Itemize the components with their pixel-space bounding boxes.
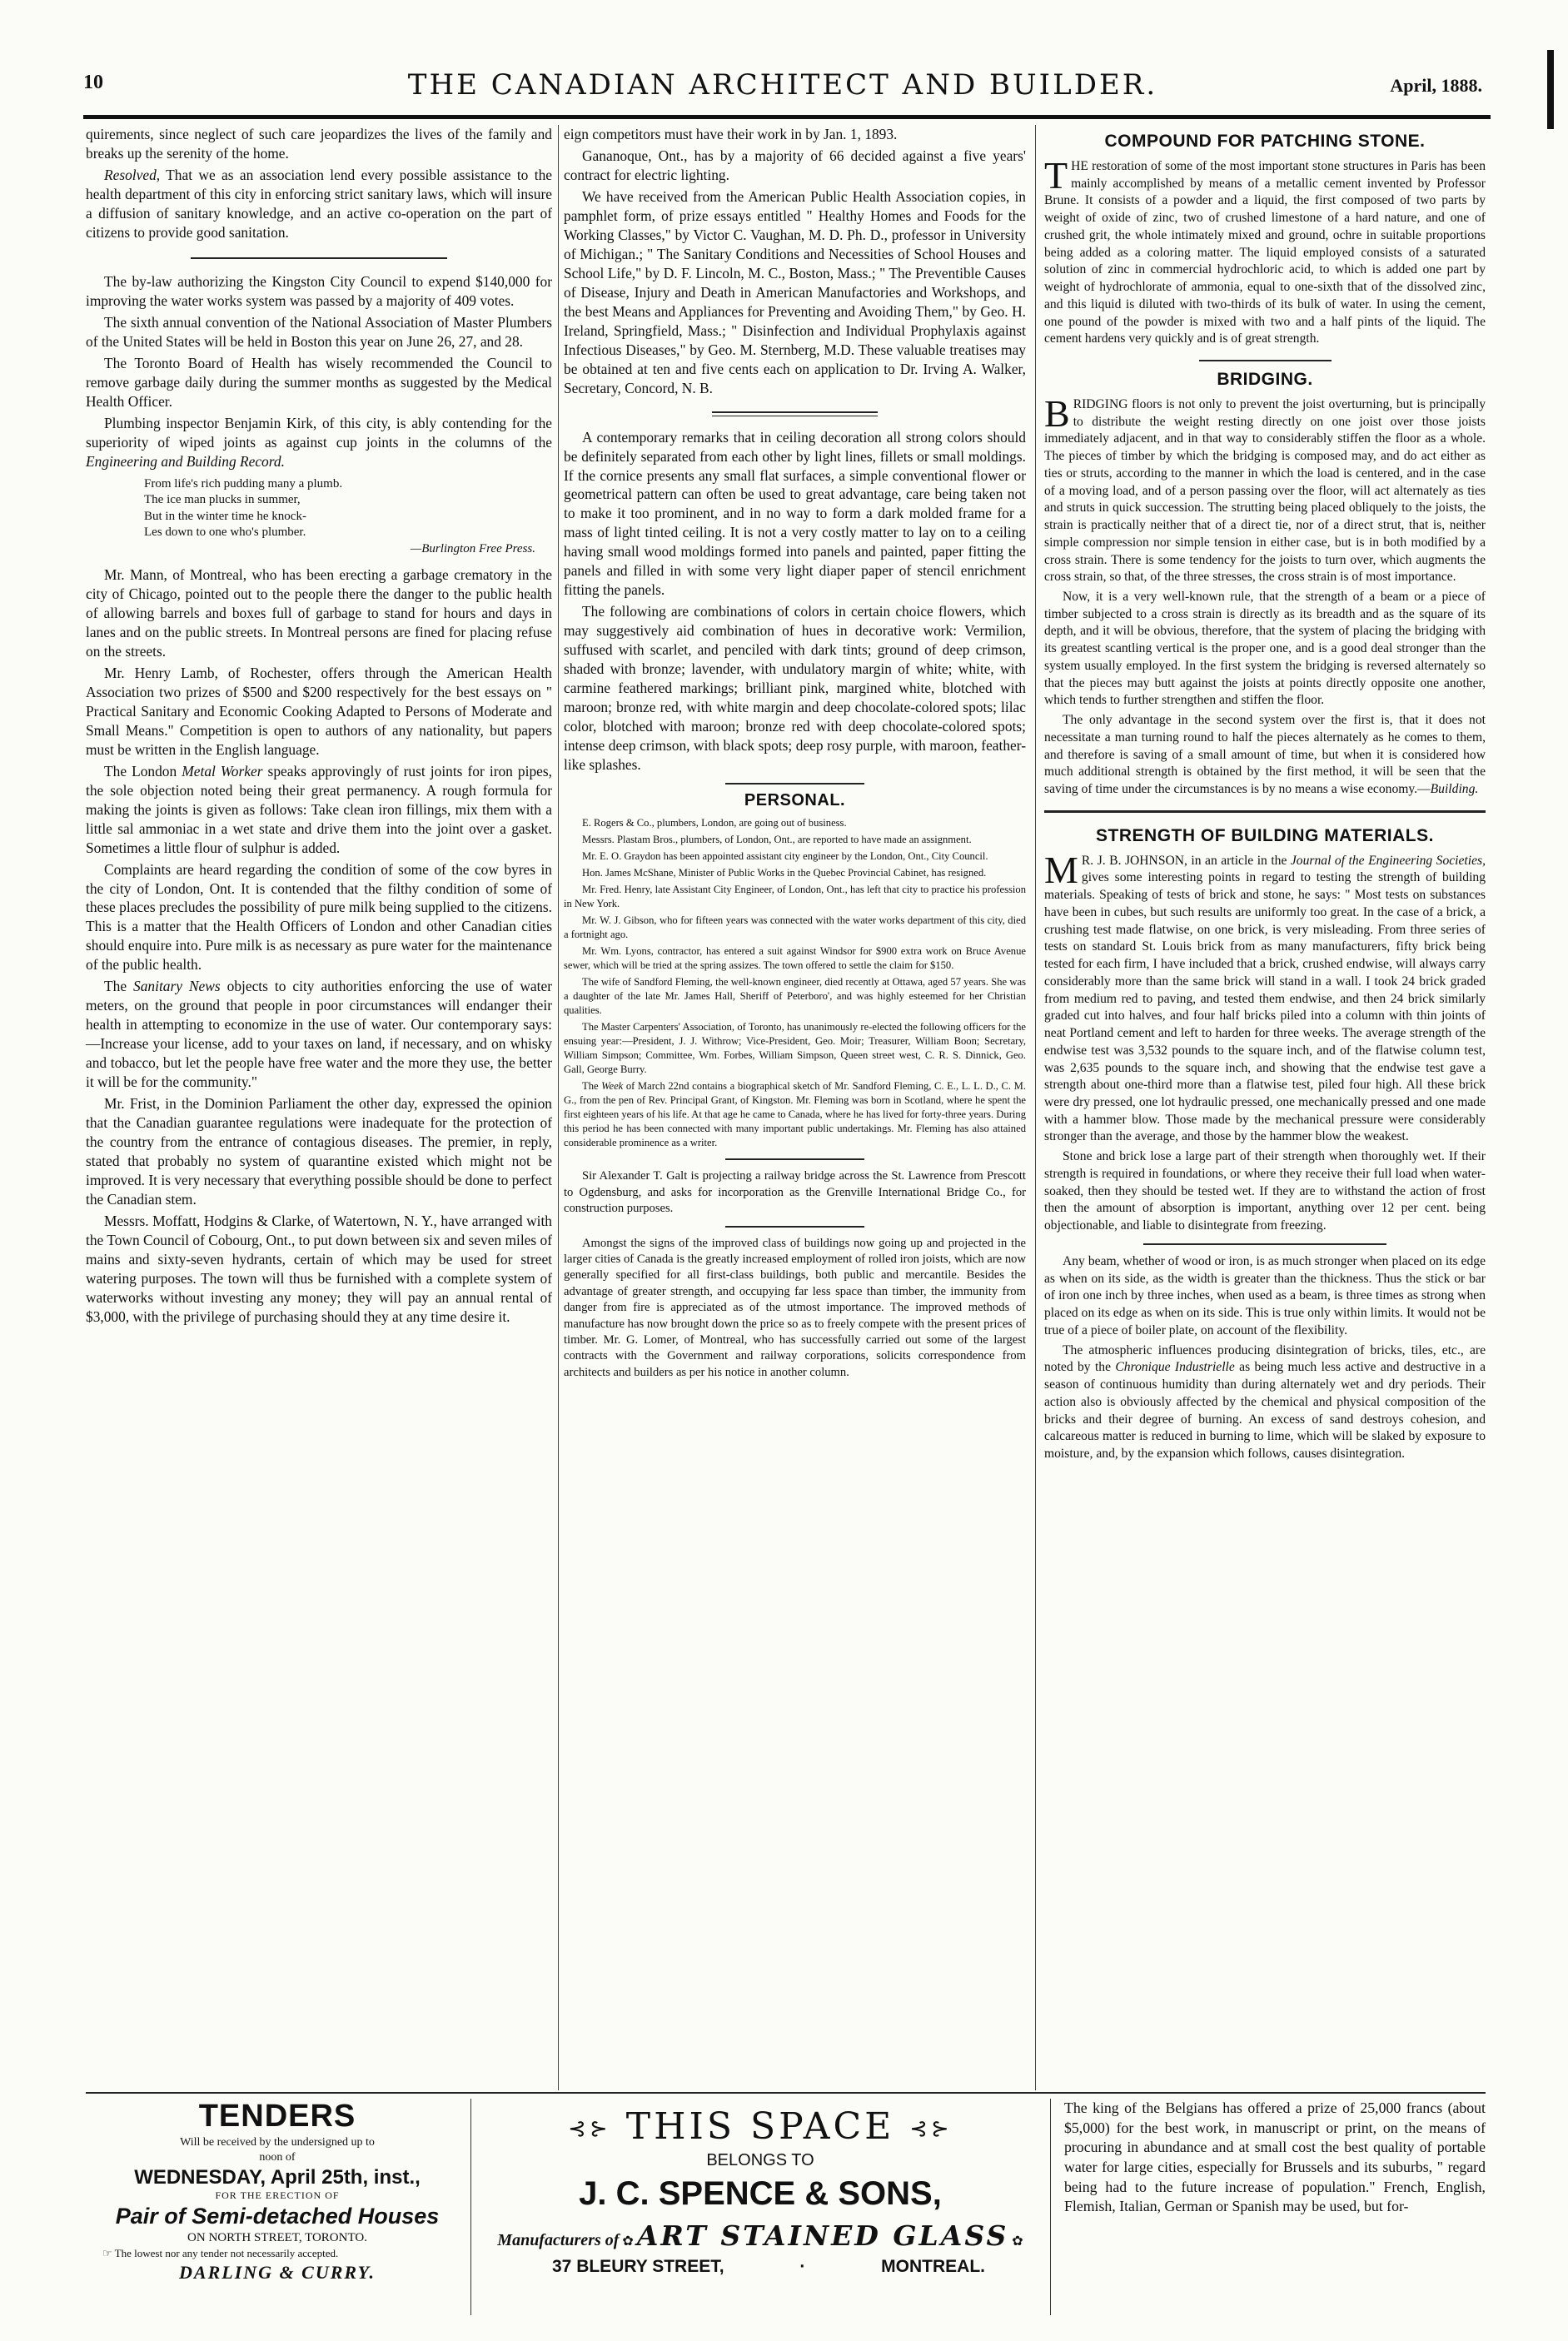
paragraph: Mr. Frist, in the Dominion Parliament the other day, expressed the opinion that the Canadian guarantee regulations were inadequate for the protection of the country from the entrance of contagious diseases. The premier, in reply, stated that probably no system of quarantine existed which might not be improved. It is very necessary that everything possible should be done to perfect the Canadian stem. bbox=[86, 1095, 552, 1208]
column-divider bbox=[1035, 125, 1036, 2090]
paragraph: The London Metal Worker speaks approvingly of rust joints for iron pipes, the sole objection noted being their great permanency. A rough formula for making the joints is given as follows: Take clean iron fillings, mix them with a little sal ammoniac in a wet state and drive them into the joint over a gasket. Sometimes a little flour of sulphur is added. bbox=[86, 762, 552, 856]
paragraph: THE restoration of some of the most important stone structures in Paris has been mainly accomplished by means of a metallic cement invented by Professor Brune. It consists of a powder and a liquid, the first composed of two parts by weight of oxide of zinc, two of crushed limestone of a hard nature, and one of crushed grit, the whole intimately mixed and ground, ochre in suitable proportions being added as a coloring matter. The liquid employed consists of a saturated solution of zinc in commercial hydrochloric acid, to which is added one part by weight of hydrochlorate of ammonia, equal to one-sixth that of the dissolved zinc, and this liquid is diluted with two-thirds of its bulk of water. In using the cement, one pound of the powder is mixed with two and a half pints of the liquid. The cement hardens very quickly and is of great strength. bbox=[1044, 153, 1486, 346]
column-3 bbox=[1044, 125, 1486, 1466]
personal-item: E. Rogers & Co., plumbers, London, are going out of business. bbox=[582, 817, 847, 829]
personal-item: Messrs. Plastam Bros., plumbers, of London, Ont., are reported to have made an assignment. bbox=[582, 834, 972, 846]
drop-cap: T bbox=[1044, 153, 1068, 197]
paragraph: BRIDGING floors is not only to prevent the joist overturning, but is principally to distribute the weight resting directly on one joist over those joists immediately adjacent, and in that way to considerably stiffen the floor as a whole. The pieces of timber by which the bridging is composed may, and do act either as ties or struts, according to the manner in which the load is centered, and in the case of a moving load, and of a person passing over the floor, will act alternately as ties and struts in quick succession. The strutting being placed obliquely to the joists, the strain is practically neither that of a direct tie, nor of a direct strut, that is, neither simple compression nor simple tension in either case, but is in both modified by a cross strain. There is some tendency for the joists to turn over, which augments the cross strain, so that, of the three stresses, the cross strain is of most importance. bbox=[1044, 391, 1486, 585]
spence-product-line: Manufacturers of ✿ ART STAINED GLASS ✿ bbox=[497, 2219, 1023, 2252]
issue-date: April, 1888. bbox=[1390, 75, 1482, 96]
tenders-subject: Pair of Semi-detached Houses bbox=[115, 2204, 440, 2229]
tenders-note: ☞ The lowest nor any tender not necessarily accepted. bbox=[102, 2247, 339, 2259]
tenders-title: TENDERS bbox=[198, 2099, 356, 2134]
tenders-text: noon of bbox=[259, 2151, 296, 2164]
advertisements bbox=[86, 2099, 1486, 2324]
ornament-left-icon: ⊰⊱ bbox=[568, 2116, 611, 2142]
personal-list bbox=[564, 816, 1026, 1150]
paragraph: The atmospheric influences producing disintegration of bricks, tiles, etc., are noted by the Chronique Industrielle as being much less active and destructive in a season of continuous humidity than during alternately wet and dry periods. Their action also is obviously affected by the chemical and physical composition of the bricks and their degree of burning. An excess of sand destroys cohesion, and calcareous matter is reduced in burning to lime, which will be slaked by exposure to moisture, and, by the expansion which follows, causes disintegration. bbox=[1044, 1342, 1486, 1461]
paragraph: The following are combinations of colors in certain choice flowers, which may suggestively aid combination of hues in decorative work: Vermilion, suffused with scarlet, and penciled with dark tints; ground of deep crimson, shaded with bronze; lavender, with undulatory margin of white; white, with carmine feathered markings; brilliant pink, margined white, blotched with maroon; bronze red, with white margin and deep chocolate-colored spots; lilac color, blotched with maroon; bronze red with deep chocolate-colored spots; intense deep crimson, with black spots; deep rosy purple, with maroon, feather-like splashes. bbox=[564, 603, 1026, 774]
paragraph: We have received from the American Public Health Association copies, in pamphlet form, of prize essays entitled " Healthy Homes and Foods for the Working Classes," by Victor C. Vaughan, M. D. Ph. D., professor in University of Michigan.; " The Sanitary Conditions and Necessities of School Houses and School Life," by D. F. Lincoln, M. C., Boston, Mass.; " The Preventible Causes of Disease, Injury and Death in American Manufactories and Workshops, and the best Means and Appliances for Preventing and Avoiding Them," by Geo. H. Ireland, Springfield, Mass.; " Disinfection and Individual Prophylaxis against Infectious Diseases," by Geo. M. Sternberg, M.D. These valuable treatises may be obtained at ten and five cents each on application to Dr. Irving A. Walker, Secretary, Concord, N. B. bbox=[564, 187, 1026, 396]
tenders-ad bbox=[86, 2099, 469, 2315]
paragraph: Mr. Mann, of Montreal, who has been erecting a garbage crematory in the city of Chicago, pointed out to the people there the danger to the public health of allowing barrels and boxes full of garbage to stand for hours and days in lanes and on the public streets. In Montreal persons are fined for placing refuse on the streets. bbox=[86, 566, 552, 660]
paragraph: Sir Alexander T. Galt is projecting a railway bridge across the St. Lawrence from Prescott to Ogdensburg, and asks for incorporation as the Grenville International Bridge Co., for construction purposes. bbox=[564, 1169, 1026, 1216]
paragraph: Mr. Henry Lamb, of Rochester, offers through the American Health Association two prizes of $500 and $200 respectively for the best essays on " Practical Sanitary and Economic Cooking Adapted to Persons of Moderate and Small Means." Competition is open to authors of any nationality, but papers must be written in the English language. bbox=[86, 664, 552, 758]
separator bbox=[191, 257, 447, 259]
pointing-hand-icon: ☞ bbox=[102, 2247, 115, 2259]
page-header bbox=[83, 67, 1482, 115]
separator bbox=[1143, 1243, 1386, 1245]
section-heading: PERSONAL. bbox=[744, 791, 846, 809]
poem-line: Les down to one who's plumber. bbox=[144, 525, 306, 539]
section-heading: STRENGTH OF BUILDING MATERIALS. bbox=[1096, 825, 1434, 845]
ad-divider bbox=[1050, 2099, 1051, 2315]
paragraph: Complaints are heard regarding the condition of some of the cow byres in the city of London, Ont. It is contended that the filthy condition of some of these places precludes the possibility of pure milk being supplied to the citizens. This is a matter that the Health Officers of London and other Canadian cities should enquire into. Pure milk is as necessary as pure water for the maintenance of the public health. bbox=[86, 860, 552, 974]
tenders-signature: DARLING & CURRY. bbox=[179, 2262, 376, 2283]
personal-item: The wife of Sandford Fleming, the well-known engineer, died recently at Ottawa, aged 57 years. She was a daughter of the late Mr. James Hall, Sheriff of Peterboro', and was highly esteemed for her Christian qualities. bbox=[564, 976, 1026, 1017]
paragraph: Stone and brick lose a large part of their strength when thoroughly wet. If their strength is required in foundations, or where they receive their full load when water-soaked, then they should be tested wet. If they are to withstand the action of frost then the amount of absorption is important, anything over 12 per cent. being objectionable, and liable to disintegrate from freezing. bbox=[1044, 1149, 1486, 1233]
paragraph: Gananoque, Ont., has by a majority of 66 decided against a five years' contract for electric lighting. bbox=[564, 147, 1026, 183]
paragraph: Plumbing inspector Benjamin Kirk, of this city, is ably contending for the superiority of wiped joints as against cup joints in the columns of the Engineering and Building Record. bbox=[86, 414, 552, 470]
paragraph: The sixth annual convention of the National Association of Master Plumbers of the United States will be held in Boston this year on June 26, 27, and 28. bbox=[86, 313, 552, 350]
poem bbox=[144, 476, 552, 558]
paragraph: Messrs. Moffatt, Hodgins & Clarke, of Watertown, N. Y., have arranged with the Town Council of Cobourg, Ont., to put down between six and seven miles of mains and sixty-seven hydrants, certain of which may be used for street watering purposes. The town will thus be furnished with a complete system of waterworks without investing any money; they will pay an annual rental of $3,000, with the privilege of purchasing should they at any time desire it. bbox=[86, 1212, 552, 1325]
separator bbox=[1044, 810, 1486, 813]
spence-address: 37 BLEURY STREET, · MONTREAL. bbox=[552, 2257, 985, 2276]
drop-cap: B bbox=[1044, 391, 1070, 435]
ad-divider bbox=[470, 2099, 471, 2315]
personal-item: Hon. James McShane, Minister of Public Works in the Quebec Provincial Cabinet, has resigned. bbox=[582, 867, 987, 879]
flower-icon: ✿ bbox=[622, 2234, 634, 2249]
ornament-right-icon: ⊰⊱ bbox=[909, 2116, 953, 2142]
section-heading: BRIDGING. bbox=[1217, 370, 1313, 389]
paragraph: The by-law authorizing the Kingston City Council to expend $140,000 for improving the water works system was passed by a majority of 409 votes. bbox=[86, 272, 552, 309]
personal-item: Mr. Fred. Henry, late Assistant City Engineer, of London, Ont., has left that city to practice his profession in New York. bbox=[564, 884, 1026, 910]
spence-title: ⊰⊱ THIS SPACE ⊰⊱ bbox=[568, 2105, 953, 2148]
masthead: THE CANADIAN ARCHITECT AND BUILDER. bbox=[407, 68, 1158, 102]
page-number: 10 bbox=[83, 72, 103, 93]
column-2 bbox=[564, 125, 1026, 1383]
spence-firm: J. C. SPENCE & SONS, bbox=[579, 2175, 942, 2212]
flower-icon: ✿ bbox=[1012, 2234, 1023, 2249]
paragraph: The Sanitary News objects to city authorities enforcing the use of water meters, on the ground that people in poor circumstances will endanger their health in attempting to economize in the use of water. Our contemporary says:—Increase your license, add to your taxes on land, if necessary, and on whisky and tobacco, but let the people have free water and the more they use, the better it will be for the community." bbox=[86, 978, 552, 1091]
poem-credit: —Burlington Free Press. bbox=[410, 541, 535, 555]
paragraph: M R. J. B. JOHNSON, in an article in the Journal of the Engineering Societies, gives some interesting points in regard to testing the strength of building materials. Speaking of tests of brick and stone, he says: " Most tests on substances have been in cubes, but such results are uniformly too great. In the case of a brick, a crushing test made flatwise, on one brick, is very misleading. From three series of tests on standard St. Louis brick from as many manufacturers, fifty brick being tested for each firm, I have included that a brick, crushed endwise, will always carry considerably more than the same brick will stand in a wall. I took 24 brick graded from medium red to paving, and tested them endwise, and then 24 brick similarly graded cut into halves, and four half bricks piled into a column with thin joints of neat Portland cement and left to harden for three weeks. The average strength of the endwise test was 3,532 pounds to the square inch, and of the flatwise column test, was 2,635 pounds to the square inch, and showing that the endwise test gave a strength about one-third more than a flatwise test, piled four high. All these brick were dry pressed, one lot hydraulic pressed, one mechanically pressed and one made with a hammer blow. Those made by the mechanical pressure were considerably stronger than the average, and those by the hammer blow the weakest. bbox=[1044, 848, 1486, 1144]
separator bbox=[1199, 360, 1332, 361]
tenders-text: Will be received by the undersigned up to bbox=[180, 2136, 375, 2149]
separator bbox=[712, 411, 879, 416]
paragraph: Resolved, That we as an association lend every possible assistance to the health department of this city in enforcing strict sanitary laws, which will insure a diffusion of sanitary knowledge, and an active co-operation on the part of citizens to provide good sanitation. bbox=[86, 166, 552, 241]
paragraph: Now, it is a very well-known rule, that the strength of a beam or a piece of timber subjected to a cross strain is directly as its breadth and as the square of its depth, and it will be obvious, therefore, that the system of placing the bridging with its greatest scantling vertical is the proper one, and is a good deal stronger than the system usually employed. In the first system the bridging is reversed alternately so that the pieces may butt against the joists at points directly opposite one another, which tends to further strengthen and stiffen the floor. bbox=[1044, 590, 1486, 708]
page-edge-mark bbox=[1547, 50, 1554, 129]
header-rule bbox=[83, 115, 1491, 119]
separator bbox=[725, 783, 864, 784]
personal-item: Mr. Wm. Lyons, contractor, has entered a suit against Windsor for $900 extra work on Bruce Avenue sewer, which will be tried at the spring assizes. The town offered to settle the claim for $150. bbox=[564, 945, 1026, 972]
poem-line: But in the winter time he knock- bbox=[144, 509, 306, 523]
section-heading: COMPOUND FOR PATCHING STONE. bbox=[1104, 132, 1426, 151]
personal-item: The Week of March 22nd contains a biographical sketch of Mr. Sandford Fleming, C. E., L. L. D., C. M. G., from the pen of Rev. Principal Grant, of Kingston. Mr. Fleming was born in Scotland, where he spent the first eighteen years of his life. At that age he came to Canada, where he has lived for forty-three years. During this period he has been connected with many important public undertakings. Mr. Fleming has also attained considerable prominence as a writer. bbox=[564, 1080, 1026, 1149]
paragraph: A contemporary remarks that in ceiling decoration all strong colors should be definitely separated from each other by light lines, fillets or small moldings. If the cornice presents any small flat surfaces, a simple conventional flower or geometrical pattern can often be used to great advantage, care being taken not to make it too prominent, and in no way to form a dark molded frame for a mass of light tinted ceiling. It is not a very costly matter to lay on to a ceiling having small wood moldings formed into panels and painted, paper fitting the panels and filled in with some very light diaper paper of stencil enrichment fitting the panels. bbox=[564, 428, 1026, 599]
personal-item: Mr. E. O. Graydon has been appointed assistant city engineer by the London, Ont., City Council. bbox=[582, 850, 988, 863]
tenders-text: FOR THE ERECTION OF bbox=[215, 2189, 340, 2201]
paragraph: The only advantage in the second system over the first is, that it does not necessitate a man turning round to half the pieces alternately as he comes to them, and therefore is saving of a small amount of time, but when it is considered how much additional strength is obtained by the first method, it will be seen that the saving of time under the circumstances is by no means a wise economy.—Building. bbox=[1044, 713, 1486, 797]
personal-item: Mr. W. J. Gibson, who for fifteen years was connected with the water works department of this city, died a fortnight ago. bbox=[564, 914, 1026, 941]
paragraph: The Toronto Board of Health has wisely recommended the Council to remove garbage daily during the summer months as suggested by the Medical Health Officer. bbox=[86, 354, 552, 410]
separator bbox=[725, 1158, 864, 1160]
poem-line: The ice man plucks in summer, bbox=[144, 493, 301, 506]
drop-cap: M bbox=[1044, 848, 1078, 891]
ads-rule bbox=[86, 2092, 1486, 2094]
paragraph: Any beam, whether of wood or iron, is as much stronger when placed on its edge as when on its side, as the width is greater than the thickness. Thus the stick or bar of iron one inch by three inches, when used as a beam, is three times as strong when placed on its edge as when on its side. This is true only within limits. It would not be true of a piece of boiler plate, on account of the flexibility. bbox=[1044, 1253, 1486, 1337]
paragraph: eign competitors must have their work in by Jan. 1, 1893. bbox=[564, 126, 898, 142]
paragraph: Amongst the signs of the improved class of buildings now going up and projected in the larger cities of Canada is the greatly increased employment of rolled iron joists, which are now generally specified for all first-class buildings, both public and mercantile. Besides the advantage of greater strength, and occupying far less space than timber, the immunity from danger from fire is appreciated as of the utmost importance. The improved methods of manufacture has now brought down the price so as to freely compete with the present prices of timber. Mr. G. Lomer, of Montreal, who has successfully carried out some of the largest contracts with the Government and railway corporations, solicits correspondence from architects and builders as per his notice in another column. bbox=[564, 1236, 1026, 1379]
spence-ad bbox=[477, 2099, 1043, 2315]
column-divider bbox=[558, 125, 559, 2090]
separator bbox=[725, 1226, 864, 1228]
paragraph: The king of the Belgians has offered a prize of 25,000 francs (about $5,000) for the best work, in manuscript or print, on the means of procuring in abundance and at small cost the best quality of portable water for large cities, especially for Brussels and its suburbs, " regard being had to the future increase of population." French, English, Flemish, Italian, German or Spanish may be used, but for- bbox=[1064, 2099, 1486, 2215]
tenders-date: WEDNESDAY, April 25th, inst., bbox=[134, 2166, 421, 2189]
spence-belongs: BELONGS TO bbox=[706, 2151, 814, 2169]
poem-line: From life's rich pudding many a plumb. bbox=[144, 476, 343, 491]
personal-item: The Master Carpenters' Association, of Toronto, has unanimously re-elected the following officers for the ensuing year:—President, J. J. Withrow; Vice-President, Geo. Moir; Treasurer, William Boon; Secretary, William Simpson; Committee, Wm. Forbes, William Simpson, Queen street west, C. R. S. Dinnick, Geo. Gall, George Burry. bbox=[564, 1021, 1026, 1076]
paragraph: quirements, since neglect of such care jeopardizes the lives of the family and breaks up the serenity of the home. bbox=[86, 126, 552, 162]
column-1 bbox=[86, 125, 552, 1329]
tenders-street: ON NORTH STREET, TORONTO. bbox=[187, 2231, 367, 2244]
